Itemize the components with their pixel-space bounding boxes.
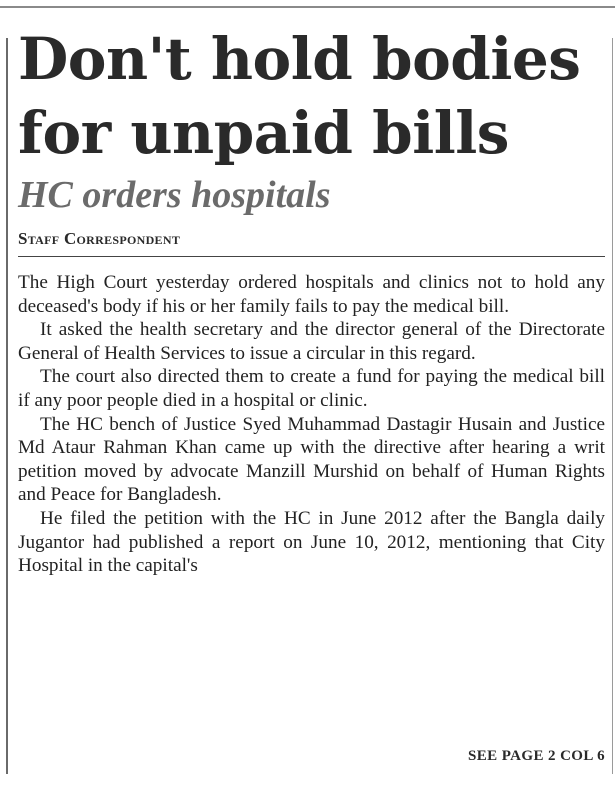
article-body [18,271,605,578]
continued-jump-line: SEE PAGE 2 COL 6 [468,748,605,764]
headline: Don't hold bodies for unpaid bills [18,25,581,167]
subheadline: HC orders hospitals [18,174,331,216]
news-article [18,22,605,578]
body-paragraph-2: It asked the health secretary and the director general of the Directorate General of Health Services to issue a circular in this regard. [18,319,605,364]
right-column-rule [612,38,613,774]
body-paragraph-1: The High Court yesterday ordered hospitals and clinics not to hold any deceased's body if his or her family fails to pay the medical bill. [18,272,605,317]
body-paragraph-5: He filed the petition with the HC in June 2012 after the Bangla daily Jugantor had published a report on June 10, 2012, mentioning that City Hospital in the capital's [18,507,605,577]
left-column-rule [6,38,8,774]
body-paragraph-4: The HC bench of Justice Syed Muhammad Dastagir Husain and Justice Md Ataur Rahman Khan came up with the directive after hearing a writ petition moved by advocate Manzill Murshid on behalf of Human Rights and Peace for Bangladesh. [18,413,605,506]
top-rule [0,6,615,8]
byline: Staff Correspondent [18,228,605,257]
body-paragraph-3: The court also directed them to create a fund for paying the medical bill if any poor people died in a hospital or clinic. [18,366,605,411]
